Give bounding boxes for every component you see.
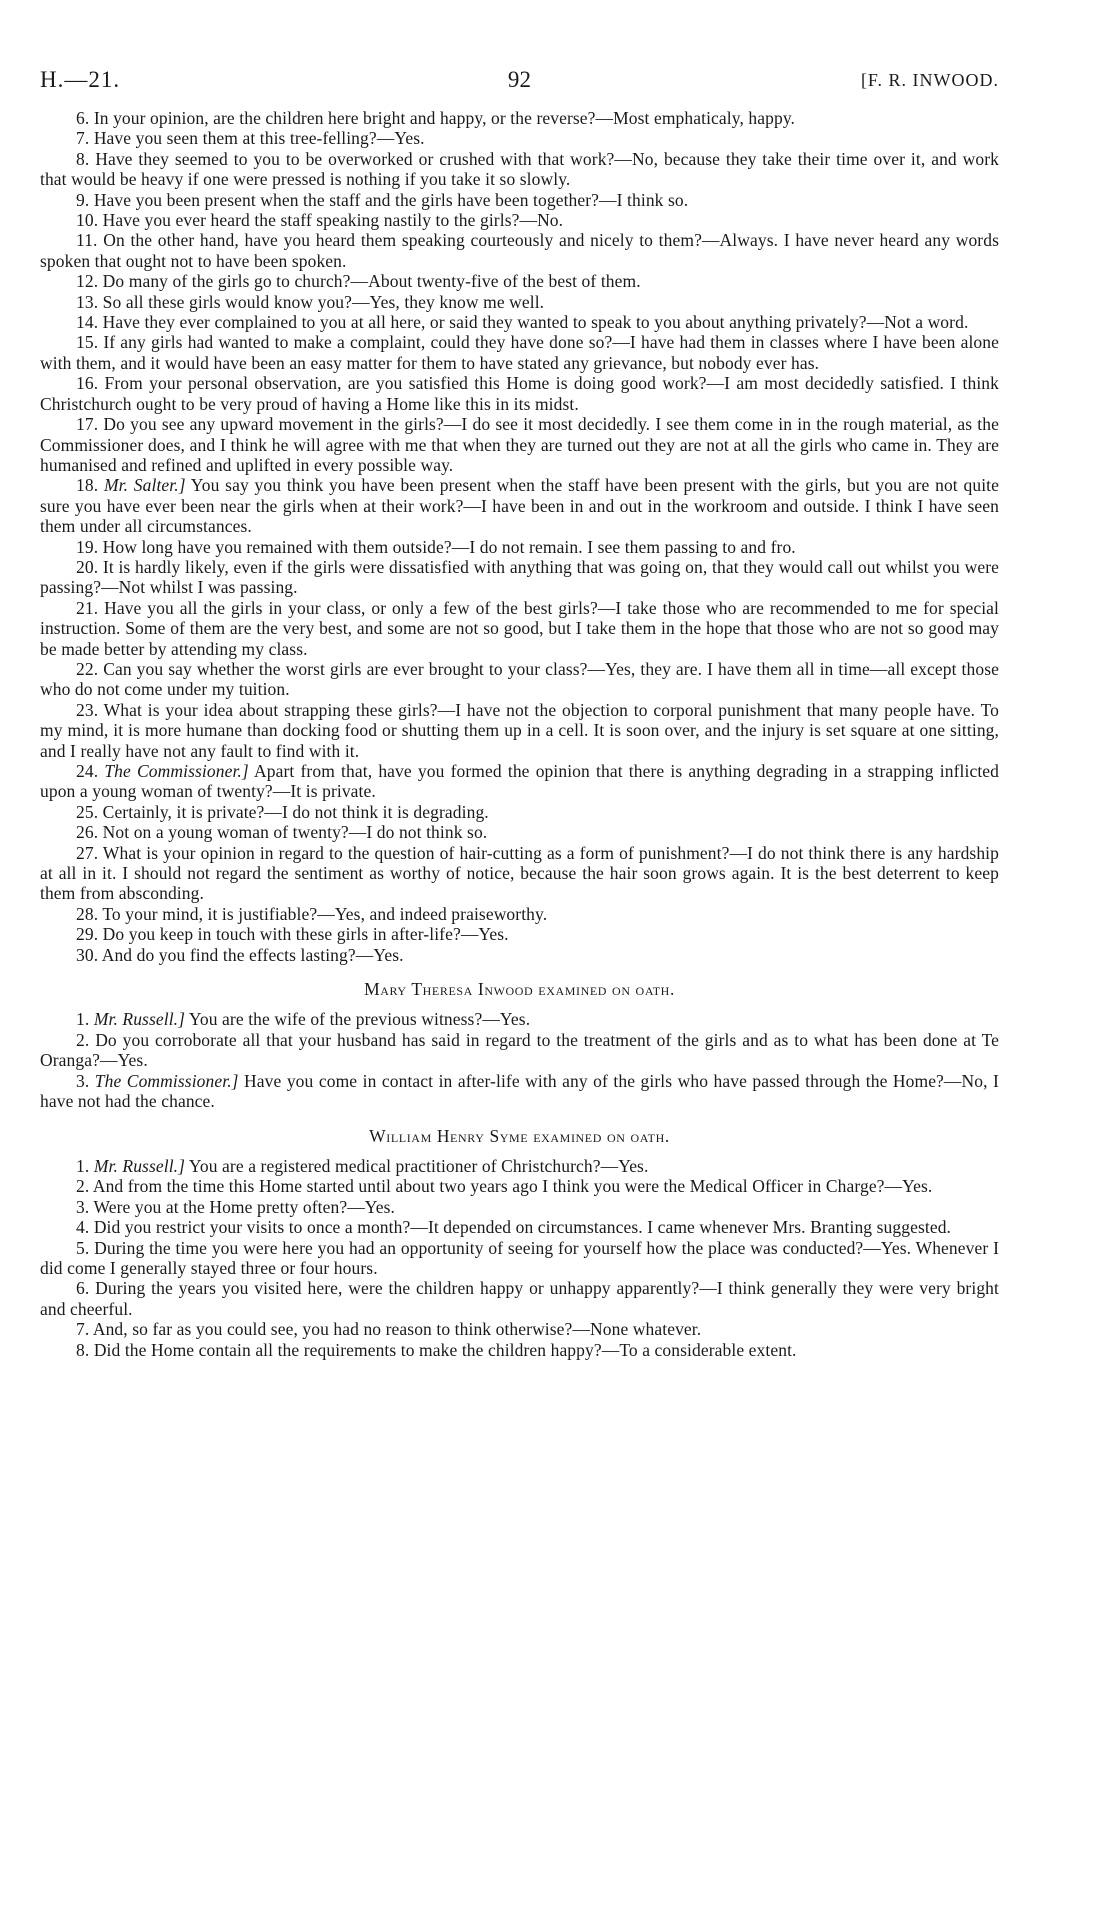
question-text: Apart from that, have you formed the opinion that there is anything degrading in a strapping inflicted upon a young woman of twenty?—It is private. xyxy=(40,761,999,802)
speaker-label: Mr. Russell.] xyxy=(93,1155,186,1176)
question-paragraph xyxy=(40,700,999,761)
question-paragraph xyxy=(40,1009,999,1029)
speaker-label: Mr. Salter.] xyxy=(103,475,186,496)
question-number: 1. xyxy=(76,1155,90,1176)
speaker-label: The Commissioner.] xyxy=(104,761,249,781)
question-paragraph xyxy=(40,1319,999,1339)
question-number: 21. xyxy=(76,597,99,618)
question-number: 23. xyxy=(76,699,99,720)
question-paragraph xyxy=(40,761,999,802)
question-paragraph xyxy=(40,292,999,312)
question-paragraph xyxy=(40,190,999,210)
witness-heading: Mary Theresa Inwood examined on oath. xyxy=(364,979,675,1000)
question-text: Have you seen them at this tree-felling?—Yes. xyxy=(93,128,425,149)
question-number: 30. xyxy=(76,944,99,965)
question-text: Have you been present when the staff and the girls have been together?—I think so. xyxy=(93,189,689,210)
question-text: In your opinion, are the children here bright and happy, or the reverse?—Most emphaticaly, happy. xyxy=(93,108,796,128)
question-text: You are a registered medical practitioner of Christchurch?—Yes. xyxy=(188,1155,649,1176)
question-text: Have you ever heard the staff speaking nastily to the girls?—No. xyxy=(102,210,564,231)
question-paragraph xyxy=(40,149,999,190)
question-paragraph xyxy=(40,332,999,373)
question-text: Do you see any upward movement in the girls?—I do see it most decidedly. I see them come in in the rough material, as the Commissioner does, and I think he will agree with me that when they are turned out they are not at all the girls who came in. They are humanised and refined and uplifted in every possible way. xyxy=(40,414,999,475)
question-number: 16. xyxy=(76,373,99,394)
question-text: You say you think you have been present when the staff have been present with the girls, but you are not quite sure you have ever been near the girls when at their work?—I have been in and out in the workroom and outside. I think I have seen them under all circumstances. xyxy=(40,475,999,537)
question-number: 15. xyxy=(76,332,99,353)
report-reference: H.—21. xyxy=(40,67,121,92)
question-number: 2. xyxy=(76,1176,90,1197)
question-paragraph xyxy=(40,1238,999,1279)
question-text: How long have you remained with them outside?—I do not remain. I see them passing to and fro. xyxy=(102,536,796,557)
question-paragraph xyxy=(40,1156,999,1176)
question-text: On the other hand, have you heard them speaking courteously and nicely to them?—Always. I have never heard any words spoken that ought not to have been spoken. xyxy=(40,230,999,271)
question-paragraph xyxy=(40,108,999,128)
question-text: Do many of the girls go to church?—About twenty-five of the best of them. xyxy=(102,271,641,292)
question-paragraph xyxy=(40,1197,999,1217)
question-text: During the time you were here you had an opportunity of seeing for yourself how the place was conducted?—Yes. Whenever I did come I generally stayed three or four hours. xyxy=(40,1237,1000,1278)
question-text: And do you find the effects lasting?—Yes. xyxy=(101,944,404,965)
speaker-label: Mr. Russell.] xyxy=(93,1009,186,1030)
question-text: Do you corroborate all that your husband has said in regard to the treatment of the girls and as to what has been done at Te Oranga?—Yes. xyxy=(40,1029,999,1071)
question-text: If any girls had wanted to make a complaint, could they have done so?—I have had them in classes where I have been alone with them, and it would have been an easy matter for them to have stated any grievance, but nobody ever has. xyxy=(40,332,999,373)
question-paragraph xyxy=(40,1217,999,1237)
question-paragraph xyxy=(40,1030,999,1071)
question-text: What is your idea about strapping these girls?—I have not the objection to corporal punishment that many people have. To my mind, it is more humane than docking food or shutting them up in a cell. It is soon over, and the injury is set square at one sitting, and I really have not any fault to find with it. xyxy=(40,699,999,761)
question-text: Were you at the Home pretty often?—Yes. xyxy=(93,1196,396,1217)
question-number: 24. xyxy=(76,761,99,781)
question-number: 29. xyxy=(76,924,99,945)
question-text: And from the time this Home started until about two years ago I think you were the Medical Officer in Charge?—Yes. xyxy=(92,1176,933,1197)
question-number: 14. xyxy=(76,312,99,333)
question-number: 6. xyxy=(76,1278,90,1299)
question-number: 10. xyxy=(76,210,99,231)
question-number: 27. xyxy=(76,842,99,863)
speaker-label: The Commissioner.] xyxy=(94,1070,239,1091)
question-paragraph xyxy=(40,904,999,924)
question-text: What is your opinion in regard to the question of hair-cutting as a form of punishment?—I do not think there is any hardship at all in it. I should not regard the sentiment as worthy of notice, because the hair soon grows again. It is the best deterrent to keep them from absconding. xyxy=(40,842,999,904)
question-text: From your personal observation, are you satisfied this Home is doing good work?—I am most decidedly satisfied. I think Christchurch ought to be very proud of having a Home like this in its midst. xyxy=(40,373,999,414)
question-paragraph xyxy=(40,312,999,332)
question-number: 7. xyxy=(76,1319,90,1340)
question-number: 1. xyxy=(76,1009,90,1030)
question-text: Did you restrict your visits to once a month?—It depended on circumstances. I came whenever Mrs. Branting suggested. xyxy=(93,1217,952,1238)
question-text: To your mind, it is justifiable?—Yes, and indeed praiseworthy. xyxy=(102,903,548,924)
question-number: 7. xyxy=(76,128,90,149)
question-text: So all these girls would know you?—Yes, they know me well. xyxy=(102,291,545,312)
question-paragraph xyxy=(40,1340,999,1360)
question-number: 6. xyxy=(76,108,90,128)
question-paragraph xyxy=(40,271,999,291)
question-paragraph xyxy=(40,1278,999,1319)
question-number: 12. xyxy=(76,271,99,292)
question-number: 22. xyxy=(76,658,99,679)
page-number: 92 xyxy=(507,67,532,92)
question-paragraph xyxy=(40,1071,999,1112)
question-paragraph xyxy=(40,802,999,822)
question-number: 26. xyxy=(76,822,99,843)
question-paragraph xyxy=(40,843,999,904)
question-number: 13. xyxy=(76,291,99,312)
question-text: Did the Home contain all the requirements to make the children happy?—To a considerable extent. xyxy=(93,1339,797,1360)
question-paragraph xyxy=(40,1176,999,1196)
question-paragraph xyxy=(40,128,999,148)
question-paragraph xyxy=(40,230,999,271)
question-text: Certainly, it is private?—I do not think it is degrading. xyxy=(102,801,489,822)
question-number: 2. xyxy=(76,1029,90,1050)
question-text: Can you say whether the worst girls are ever brought to your class?—Yes, they are. I have them all in time—all except those who do not come under my tuition. xyxy=(40,658,999,700)
document-body xyxy=(40,108,999,1360)
question-number: 17. xyxy=(76,414,99,435)
question-paragraph xyxy=(40,414,999,475)
question-number: 28. xyxy=(76,903,99,924)
question-paragraph xyxy=(40,475,999,536)
question-number: 19. xyxy=(76,536,99,557)
question-text: Not on a young woman of twenty?—I do not think so. xyxy=(102,822,488,843)
question-text: And, so far as you could see, you had no reason to think otherwise?—None whatever. xyxy=(92,1319,702,1340)
question-number: 20. xyxy=(76,556,99,577)
question-number: 9. xyxy=(76,189,90,210)
question-paragraph xyxy=(40,924,999,944)
question-number: 4. xyxy=(76,1217,90,1238)
question-paragraph xyxy=(40,945,999,965)
question-number: 8. xyxy=(76,148,90,169)
question-paragraph xyxy=(40,598,999,659)
witness-name-header: [F. R. INWOOD. xyxy=(860,70,999,90)
question-text: Have you come in contact in after-life with any of the girls who have passed through the Home?—No, I have not had the chance. xyxy=(40,1070,999,1112)
question-text: Have they seemed to you to be overworked or crushed with that work?—No, because they take their time over it, and work that would be heavy if one were pressed is nothing if you take it so slowly. xyxy=(40,148,1000,190)
question-text: Have they ever complained to you at all here, or said they wanted to speak to you about anything privately?—Not a word. xyxy=(102,312,969,333)
question-number: 3. xyxy=(76,1196,90,1217)
question-text: Have you all the girls in your class, or only a few of the best girls?—I take those who are recommended to me for special instruction. Some of them are the very best, and some are not so good, but I take them in the hope that those who are not so good may be made better by attending my class. xyxy=(40,597,999,659)
question-number: 8. xyxy=(76,1339,90,1360)
question-number: 25. xyxy=(76,801,99,822)
question-text: Do you keep in touch with these girls in after-life?—Yes. xyxy=(102,924,509,945)
question-paragraph xyxy=(40,822,999,842)
page-header xyxy=(40,67,999,108)
witness-heading: William Henry Syme examined on oath. xyxy=(369,1125,670,1146)
question-text: It is hardly likely, even if the girls were dissatisfied with anything that was going on, that they would call out whilst you were passing?—Not whilst I was passing. xyxy=(40,556,999,598)
question-text: During the years you visited here, were the children happy or unhappy apparently?—I think generally they were very bright and cheerful. xyxy=(40,1278,999,1319)
question-text: You are the wife of the previous witness?—Yes. xyxy=(188,1009,531,1030)
question-number: 5. xyxy=(76,1237,90,1258)
question-paragraph xyxy=(40,659,999,700)
question-number: 3. xyxy=(76,1070,90,1091)
question-number: 18. xyxy=(76,475,99,496)
question-paragraph xyxy=(40,557,999,598)
question-paragraph xyxy=(40,210,999,230)
question-paragraph xyxy=(40,373,999,414)
question-paragraph xyxy=(40,537,999,557)
question-number: 11. xyxy=(76,230,98,251)
